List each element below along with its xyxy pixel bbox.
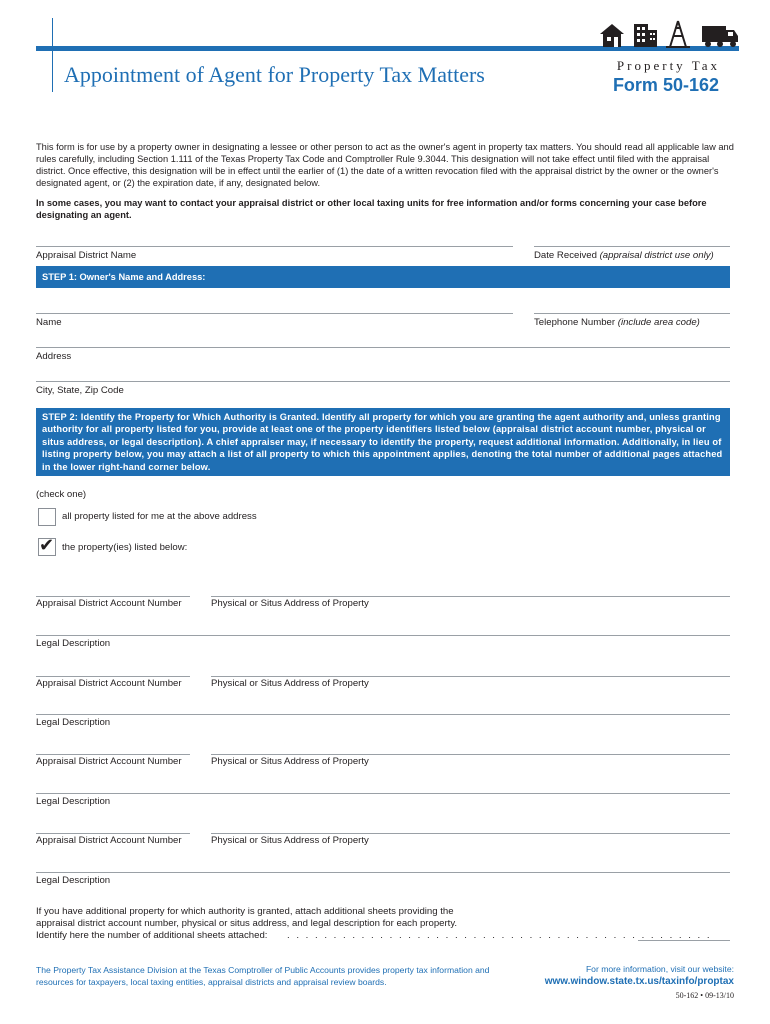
- all-property-label: all property listed for me at the above address: [62, 511, 257, 522]
- situs-address-label: Physical or Situs Address of Property: [211, 756, 369, 767]
- legal-description-label: Legal Description: [36, 875, 111, 886]
- office-building-icon: [634, 24, 657, 47]
- date-received-label: Date Received (appraisal district use only): [534, 250, 714, 261]
- situs-address-field[interactable]: [211, 676, 730, 677]
- city-state-zip-field[interactable]: [36, 381, 730, 382]
- account-number-field[interactable]: [36, 754, 190, 755]
- footer-info: [545, 964, 734, 1000]
- legal-description-label: Legal Description: [36, 717, 111, 728]
- account-number-label: Appraisal District Account Number: [36, 678, 182, 689]
- account-number-label: Appraisal District Account Number: [36, 598, 182, 609]
- dot-leader: . . . . . . . . . . . . . . . . . . . . . . . . . . . . . . . . . . . . . . . . . . . . . .: [287, 930, 712, 941]
- header-icons: [598, 18, 740, 48]
- legal-description-field[interactable]: [36, 635, 730, 636]
- address-field[interactable]: [36, 347, 730, 348]
- situs-address-label: Physical or Situs Address of Property: [211, 678, 369, 689]
- date-received-field[interactable]: [534, 246, 730, 247]
- city-state-zip-label: City, State, Zip Code: [36, 385, 124, 396]
- address-label: Address: [36, 351, 72, 362]
- account-number-label: Appraisal District Account Number: [36, 756, 182, 767]
- owner-name-label: Name: [36, 317, 62, 328]
- situs-address-label: Physical or Situs Address of Property: [211, 835, 369, 846]
- situs-address-label: Physical or Situs Address of Property: [211, 598, 369, 609]
- footer-description: The Property Tax Assistance Division at the Texas Comptroller of Public Accounts provides property tax information and resources for taxpayers, local taxing entities, appraisal districts and appraisal review boards.: [36, 965, 490, 987]
- intro-notice: In some cases, you may want to contact your appraisal district or other local taxing units for free information and/or forms concerning your case before designating an agent.: [36, 198, 707, 220]
- account-number-field[interactable]: [36, 676, 190, 677]
- additional-sheets-count-field[interactable]: [638, 940, 730, 941]
- form-number: Form 50-162: [612, 75, 719, 95]
- legal-description-field[interactable]: [36, 714, 730, 715]
- step2-heading: STEP 2: Identify the Property for Which Authority is Granted. Identify all property for which you are granting the agent authority and, unless granting authority for all property listed for you, provide at least one of the property identifiers listed below (appraisal district account number, physical or situs address, or legal description). A chief appraiser may, if necessary to identify the property, request additional information. Additionally, in lieu of listing property below, you may attach a list of all property to which this appointment applies, denoting the total number of additional pages attached in the lower right-hand corner below.: [36, 408, 730, 476]
- form-title: Appointment of Agent for Property Tax Matters: [64, 62, 485, 87]
- situs-address-field[interactable]: [211, 754, 730, 755]
- check-one-label: (check one): [36, 489, 87, 500]
- listed-property-label: the property(ies) listed below:: [62, 542, 188, 553]
- account-number-field[interactable]: [36, 596, 190, 597]
- legal-description-field[interactable]: [36, 793, 730, 794]
- additional-text-line1: If you have additional property for which authority is granted, attach additional sheets providing the: [36, 906, 454, 917]
- all-property-checkbox[interactable]: [38, 508, 56, 526]
- additional-text-line2: appraisal district account number, physical or situs address, and legal description for each property.: [36, 918, 458, 929]
- telephone-label: Telephone Number (include area code): [534, 317, 700, 328]
- district-name-label: Appraisal District Name: [36, 250, 137, 261]
- additional-text-line3: Identify here the number of additional sheets attached:: [36, 930, 268, 941]
- account-number-field[interactable]: [36, 833, 190, 834]
- form-revision: 50-162 • 09-13/10: [675, 991, 734, 1000]
- owner-name-field[interactable]: [36, 313, 513, 314]
- legal-description-field[interactable]: [36, 872, 730, 873]
- header-vertical-rule: [52, 18, 53, 92]
- intro-paragraph: This form is for use by a property owner in designating a lessee or other person to act as the owner's agent in property tax matters. You should read all applicable law and rules carefully, including Section 1.111 of the Texas Property Tax Code and Comptroller Rule 9.3044. This designation will not take effect until filed with the appraisal district. Once effective, this designation will be in effect until the earlier of (1) the date of a written revocation filed with the appraisal district by the owner or the owner's designated agent, or (2) the expiration date, if any, designated below.: [36, 142, 734, 188]
- district-name-field[interactable]: [36, 246, 513, 247]
- situs-address-field[interactable]: [211, 833, 730, 834]
- checkmark-icon: ✔: [39, 535, 55, 555]
- legal-description-label: Legal Description: [36, 796, 111, 807]
- oil-derrick-icon: [666, 21, 690, 47]
- legal-description-label: Legal Description: [36, 638, 111, 649]
- form-category: Property Tax: [616, 58, 720, 73]
- footer-website-intro: For more information, visit our website:: [585, 964, 734, 974]
- house-icon: [600, 24, 624, 47]
- truck-icon: [702, 26, 738, 47]
- footer-website-link[interactable]: www.window.state.tx.us/taxinfo/proptax: [544, 976, 734, 987]
- account-number-label: Appraisal District Account Number: [36, 835, 182, 846]
- step1-heading: STEP 1: Owner's Name and Address:: [36, 266, 730, 288]
- telephone-field[interactable]: [534, 313, 730, 314]
- situs-address-field[interactable]: [211, 596, 730, 597]
